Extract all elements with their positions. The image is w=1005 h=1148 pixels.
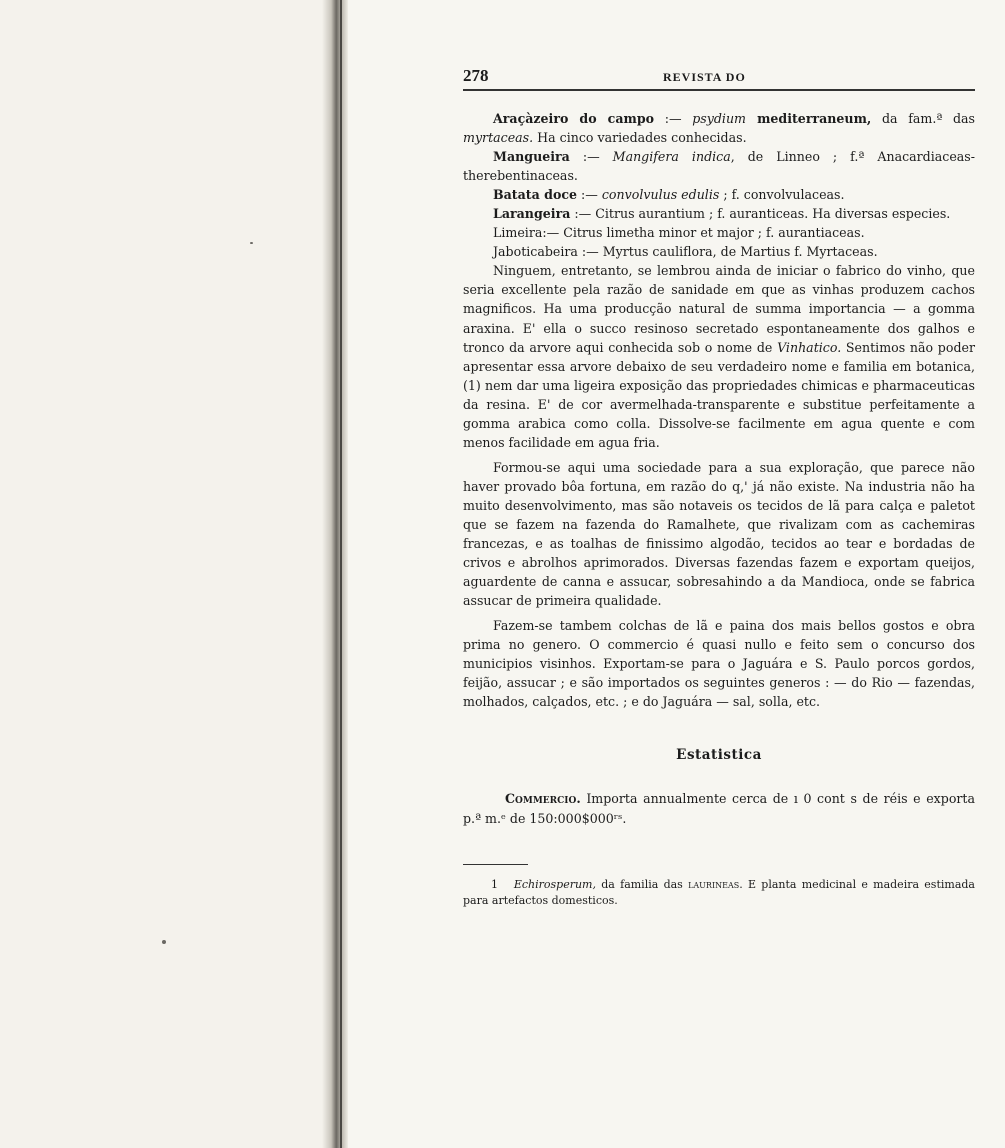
plant-entry: Araçàzeiro do campo :— psydium mediterraneum, da fam.ª das myrtaceas. Ha cinco variedades conhecidas. — [463, 111, 975, 146]
paragraph-commercio: Fazem-se tambem colchas de lã e paina dos mais bellos gostos e obra prima no genero. O commercio é quasi nullo e feito sem o concurso dos municipios visinhos. Exportam-se para o Jaguára e S. Paulo porcos gordos, feijão, assucar ; e são importados os seguintes generos : — do Rio — fazendas, molhados, calçados, etc. ; e do Jaguára — sal, solla, etc. — [463, 618, 975, 710]
footnote: 1 Echirosperum, da familia das laurineas. E planta medicinal e madeira estimada para artefactos domesticos. — [463, 877, 975, 907]
book-gutter — [322, 0, 348, 1148]
footnote-rule — [463, 864, 528, 865]
page-header — [463, 66, 975, 91]
paragraph-vinhatico: Ninguem, entretanto, se lembrou ainda de iniciar o fabrico do vinho, que seria excellente pela razão de sanidade em que as vinhas produzem cachos magnificos. Ha uma producção natural de summa importancia — a gomma araxina. E' ella o succo resinoso secretado espontaneamente dos galhos e tronco da arvore aqui conhecida sob o nome de Vinhatico. Sentimos não poder apresentar essa arvore debaixo de seu verdadeiro nome e familia em botanica, (1) nem dar uma ligeira exposição das propriedades chimicas e pharmaceuticas da resina. E' de cor avermelhada-transparente e substitue perfeitamente a gomma arabica como colla. Dissolve-se facilmente em agua quente e com menos facilidade em agua fria. — [463, 263, 975, 450]
paragraph-industria: Formou-se aqui uma sociedade para a sua exploração, que parece não haver provado bôa fortuna, em razão do q,' já não existe. Na industria não ha muito desenvolvimento, mas são notaveis os tecidos de lã para calça e paletot que se fazem na fazenda do Ramalhete, que rivalizam com as cachemiras francezas, e as toalhas de finissimo algodão, tecidos ao tear e bordadas de crivos e abrolhos aprimorados. Diversas fazendas fazem e exportam queijos, aguardente de canna e assucar, sobresahindo a da Mandioca, onde se fabrica assucar de primeira qualidade. — [463, 459, 975, 609]
plant-entry: Batata doce :— convolvulus edulis ; f. convolvulaceas. — [493, 187, 845, 203]
book-page — [348, 0, 1005, 1148]
plant-entry: Jaboticabeira :— Myrtus cauliflora, de Martius f. Myrtaceas. — [493, 244, 878, 260]
plant-entry: Limeira:— Citrus limetha minor et major ; f. aurantiaceas. — [493, 225, 865, 241]
commercio-paragraph: Commercio. Importa annualmente cerca de ı 0 cont s de réis e exporta p.ª m.ᵉ de 150:000$000ʳˢ. — [463, 791, 975, 826]
running-title: REVISTA DO — [663, 70, 746, 84]
plant-entry: Mangueira :— Mangifera indica, de Linneo ; f.ª Anacardiaceas-therebentinaceas. — [463, 149, 975, 184]
ink-speck — [162, 940, 166, 944]
page-number: 278 — [463, 66, 489, 85]
page-edge — [340, 0, 342, 1148]
plant-entry: Larangeira :— Citrus aurantium ; f. auranticeas. Ha diversas especies. — [493, 206, 951, 222]
page-content — [463, 66, 975, 909]
body-text — [463, 109, 975, 711]
ink-speck — [250, 242, 253, 244]
section-title: Estatistica — [676, 747, 762, 764]
